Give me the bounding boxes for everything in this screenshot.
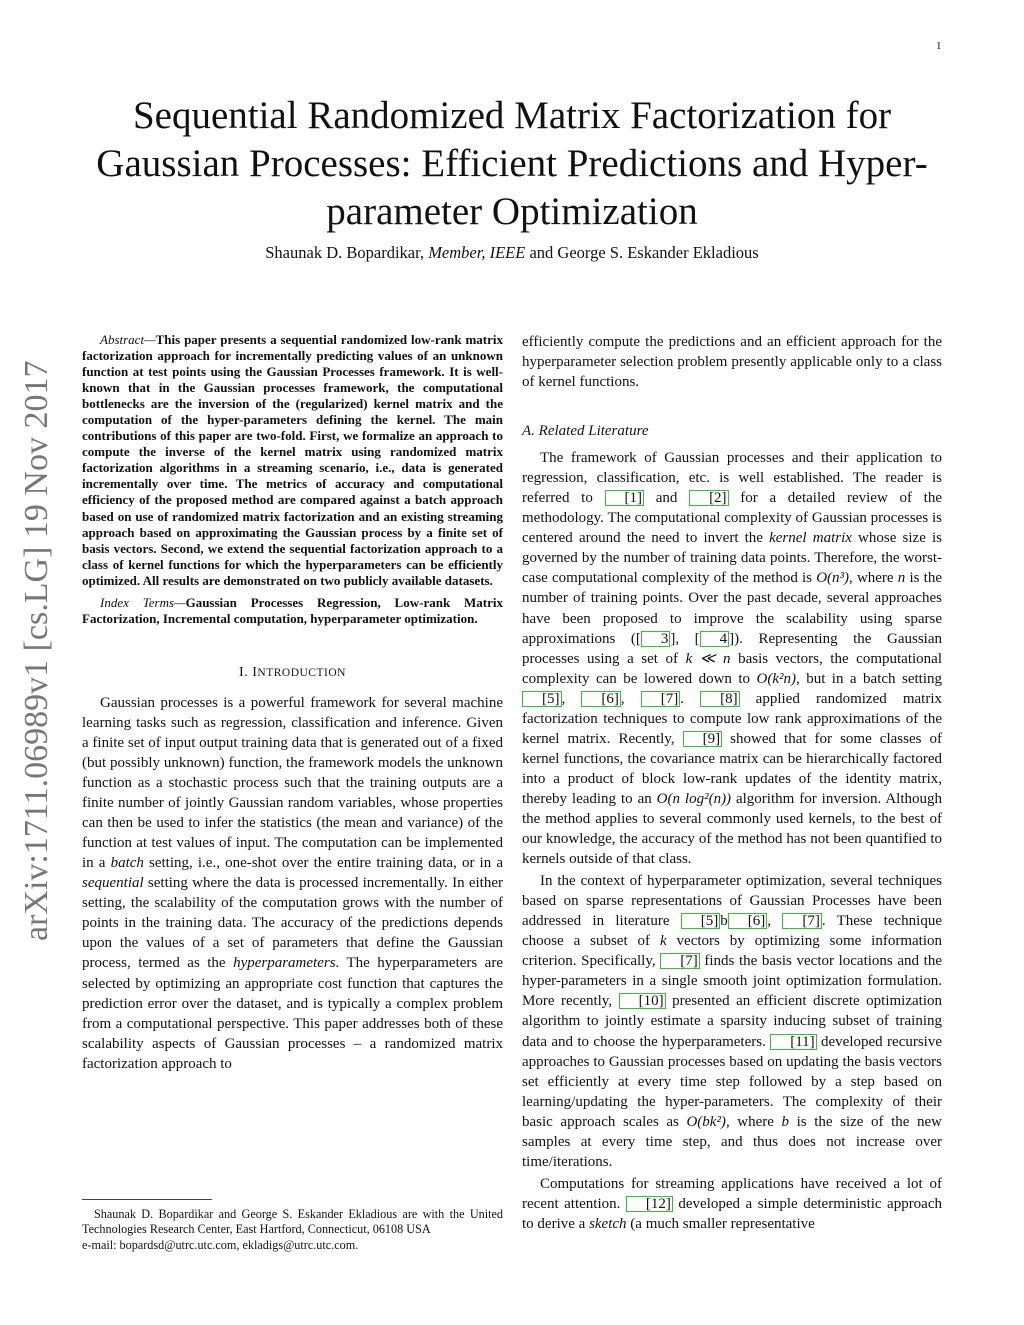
rl1-p: algorithm for inversion. Although the method applies to several commonly used kernels, to the best of our knowledge, the accuracy of the method has not been quantified to kernels outside of that class. <box>522 790 942 868</box>
rl1-e: , where <box>849 570 898 587</box>
math-k: k <box>659 933 667 950</box>
citation-link[interactable]: [6] <box>581 691 621 707</box>
footnote <box>82 1207 503 1253</box>
paper-title: Sequential Randomized Matrix Factorization for Gaussian Processes: Efficient Predictions and Hyper-parameter Optimization <box>96 94 928 233</box>
rl2-e: vectors by optimizing some information criterion. Specifically, <box>522 933 942 970</box>
rl2-b: b <box>720 913 728 930</box>
citation-link[interactable]: 3 <box>641 631 671 647</box>
left-column <box>82 332 503 1074</box>
rl1-n: applied randomized matrix factorization techniques to compute low rank approximations of the kernel matrix. Recently, <box>522 690 943 747</box>
citation-link[interactable]: [8] <box>700 691 740 707</box>
author-first: Shaunak D. Bopardikar, <box>265 243 425 262</box>
rl2-h: developed recursive approaches to Gaussian processes based on updating the basis vectors set efficiently at every time step followed by a step based on learning/updating the hyper-parameters. The complexity of their basic approach scales as <box>522 1033 943 1130</box>
right-column <box>522 332 942 1234</box>
rl1-j: , but in a batch setting <box>795 670 942 687</box>
math-complexity: O(bk²) <box>686 1113 726 1130</box>
rl2-d: . These technique choose a subset of <box>522 913 942 950</box>
math-b: b <box>781 1113 790 1130</box>
citation-link[interactable]: [9] <box>683 731 723 747</box>
footnote-email: e-mail: bopardsd@utrc.utc.com, ekladigs@utrc.utc.com. <box>82 1237 359 1252</box>
intro-hyperparameters: hyperparameters <box>233 955 336 972</box>
citation-link[interactable]: [6] <box>728 913 768 929</box>
related-paragraph-1 <box>522 448 942 869</box>
rl1-k: , <box>561 690 582 707</box>
citation-link[interactable]: [1] <box>605 490 645 506</box>
continuation-paragraph: efficiently compute the predictions and an efficient approach for the hyperparameter selection problem presently applicable only to a class of kernel functions. <box>522 334 942 391</box>
rl1-m: . <box>680 690 701 707</box>
rl2-a: In the context of hyperparameter optimization, several techniques based on sparse representations of Gaussian Processes have been addressed in literature <box>522 873 942 930</box>
citation-link[interactable]: [7] <box>641 691 681 707</box>
rl3-sketch: sketch <box>589 1215 627 1232</box>
arxiv-stamp[interactable]: arXiv:1711.06989v1 [cs.LG] 19 Nov 2017 <box>18 360 55 941</box>
citation-link[interactable]: [7] <box>782 913 822 929</box>
footnote-rule <box>82 1199 212 1200</box>
intro-text-c: setting where the data is processed incrementally. In either setting, the scalability of the computation grows with the number of points in the training data. The accuracy of the predictions depends upon the values of a set of parameters that define the Gaussian process, termed as the <box>82 875 503 972</box>
math-n: n <box>897 570 906 587</box>
citation-link[interactable]: [5] <box>681 913 721 929</box>
citation-link[interactable]: [5] <box>522 691 562 707</box>
rl1-o: showed that for some classes of kernel functions, the covariance matrix can be hierarchically factored into a product of block low-rank updates of the identity matrix, thereby leading to an <box>522 730 942 807</box>
author-line <box>60 243 964 263</box>
citation-link[interactable]: [11] <box>770 1034 816 1050</box>
intro-text-a: Gaussian processes is a powerful framework for several machine learning tasks such as regression, classification and inference. Given a finite set of input output training data that is generated out of a fixed (but possibly unknown) function, the framework models the unknown function as a stochastic process such that the training outputs are a finite number of jointly Gaussian random variables, whose properties can then be used to infer the statistics (the mean and variance) of the function at test values of input. The computation can be implemented in a <box>82 694 503 872</box>
rl2-i: , where <box>725 1113 782 1130</box>
rl2-c: , <box>767 913 783 930</box>
rl1-h: ]). Representing the Gaussian processes using a set of <box>522 630 942 667</box>
citation-link[interactable]: [2] <box>689 490 729 506</box>
intro-text-d: . The hyperparameters are selected by optimizing an appropriate cost function that captures the prediction error over the dataset, and is typically a complex problem from a computational perspective. This paper addresses both of these scalability aspects of Gaussian processes – a randomized matrix factorization approach to <box>82 955 503 1072</box>
rl1-l: , <box>620 690 641 707</box>
rl2-f: finds the basis vector locations and the hyper-parameters in a single smooth joint optimization formulation. More recently, <box>522 953 942 1010</box>
math-complexity: O(n³) <box>816 570 850 587</box>
rl1-b: and <box>644 490 690 507</box>
citation-link[interactable]: [10] <box>619 993 666 1009</box>
intro-paragraph <box>82 693 503 1074</box>
index-terms <box>82 595 503 627</box>
rl1-a: The framework of Gaussian processes and their application to regression, classification, etc. is well established. The reader is referred to <box>522 450 942 507</box>
intro-text-b: setting, i.e., one-shot over the entire training data, or in a <box>143 855 503 872</box>
related-paragraph-3 <box>522 1174 942 1234</box>
section-heading-rest: NTRODUCTION <box>257 666 346 679</box>
section-heading-initial: I <box>252 664 258 680</box>
rl1-d: whose size is governed by the number of training data points. Therefore, the worst-case computational complexity of the method is <box>522 530 943 587</box>
related-paragraph-2 <box>522 871 942 1172</box>
section-heading-introduction <box>82 665 503 681</box>
math-k-ll-n: k ≪ n <box>685 650 731 667</box>
intro-sequential: sequential <box>82 875 144 892</box>
rl2-g: presented an efficient discrete optimization algorithm to jointly estimate a sparsity inducing subset of training data and to choose the hyperparameters. <box>522 993 942 1050</box>
math-complexity: O(k²n) <box>756 670 796 687</box>
rl1-g: ], [ <box>670 630 700 647</box>
rl1-f: is the number of training points. Over the past decade, several approaches have been proposed to improve the scalability using sparse approximations ([ <box>522 570 942 647</box>
rl1-i: basis vectors, the computational complexity can be lowered down to <box>522 650 942 687</box>
footnote-affiliation: Shaunak D. Bopardikar and George S. Eskander Ekladious are with the United Technologies Research Center, East Hartford, Connecticut, 06108 USA <box>82 1207 503 1237</box>
citation-link[interactable]: [7] <box>660 953 700 969</box>
page-number: 1 <box>936 40 942 52</box>
citation-link[interactable]: [12] <box>626 1196 673 1212</box>
index-terms-label: Index Terms— <box>100 594 186 610</box>
rl2-j: is the size of the new samples at every time step, and thus does not increase over time/iterations. <box>522 1113 942 1170</box>
rl3-c: (a much smaller representative <box>626 1215 815 1232</box>
rl1-kernel-matrix: kernel matrix <box>769 530 852 547</box>
author-second: and George S. Eskander Ekladious <box>529 243 759 262</box>
index-terms-text: Gaussian Processes Regression, Low-rank Matrix Factorization, Incremental computation, hyperparameter optimization. <box>82 594 503 626</box>
abstract <box>82 332 503 589</box>
math-complexity: O(n log²(n)) <box>656 790 732 807</box>
section-numeral: I. <box>239 664 249 680</box>
abstract-text: This paper presents a sequential randomized low-rank matrix factorization approach for incrementally predicting values of an unknown function at test points using the Gaussian Processes framework. It is well-known that in the Gaussian processes framework, the computational bottlenecks are the inversion of the (regularized) kernel matrix and the computation of the hyper-parameters defining the kernel. The main contributions of this paper are two-fold. First, we formalize an approach to compute the inverse of the kernel matrix using randomized matrix factorization algorithms in a streaming scenario, i.e., data is generated incrementally over time. The metrics of accuracy and computational efficiency of the proposed method are compared against a batch approach based on use of randomized matrix factorization and an existing streaming approach based on approximating the Gaussian process by a finite set of basis vectors. Second, we extend the sequential factorization approach to a class of kernel functions for which the hyperparameters can be efficiently optimized. All results are demonstrated on two publicly available datasets. <box>82 332 503 588</box>
subsection-heading-related-literature: A. Related Literature <box>522 423 649 440</box>
rl1-c: for a detailed review of the methodology. The computational complexity of Gaussian processes is centered around the need to invert the <box>522 490 942 547</box>
author-role: Member, IEEE <box>428 243 526 262</box>
intro-batch: batch <box>110 855 144 872</box>
rl3-a: Computations for streaming applications have received a lot of recent attention. <box>522 1175 942 1212</box>
rl3-b: developed a simple deterministic approach to derive a <box>522 1195 942 1232</box>
citation-link[interactable]: 4 <box>700 631 730 647</box>
abstract-label: Abstract— <box>100 332 156 347</box>
